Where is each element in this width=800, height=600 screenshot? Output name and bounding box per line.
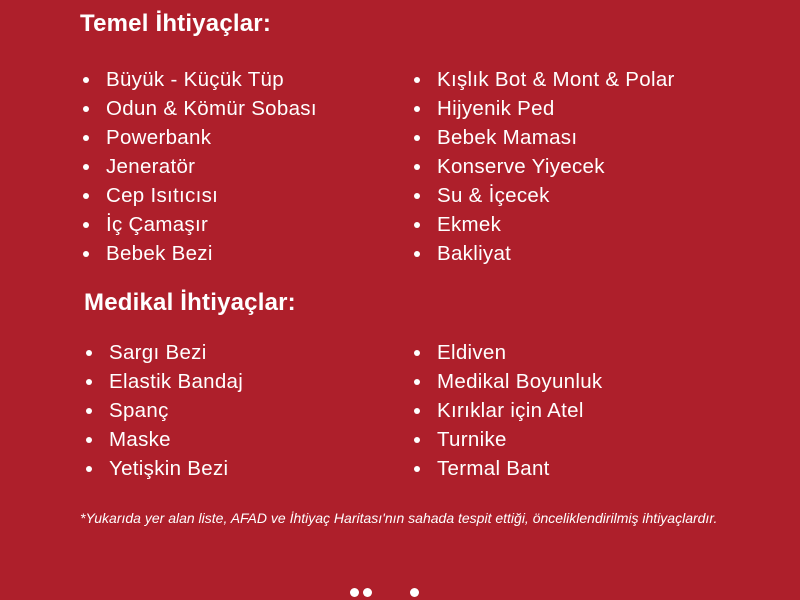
list-item: Ekmek (411, 210, 675, 239)
basic-needs-title: Temel İhtiyaçlar: (80, 10, 272, 37)
medical-needs-list-right (411, 338, 602, 483)
list-item: Odun & Kömür Sobası (80, 94, 317, 123)
list-item: Hijyenik Ped (411, 94, 675, 123)
list-item: Kırıklar için Atel (411, 396, 602, 425)
decorative-dots (350, 588, 419, 597)
list-item: Elastik Bandaj (83, 367, 243, 396)
medical-needs-list-left (83, 338, 243, 483)
list-item: Maske (83, 425, 243, 454)
dot-icon (363, 588, 372, 597)
list-item: Bakliyat (411, 239, 675, 268)
list-item: İç Çamaşır (80, 210, 317, 239)
dot-icon (410, 588, 419, 597)
list-item: Bebek Bezi (80, 239, 317, 268)
list-item: Kışlık Bot & Mont & Polar (411, 65, 675, 94)
list-item: Sargı Bezi (83, 338, 243, 367)
basic-needs-list-right (411, 65, 675, 268)
list-item: Medikal Boyunluk (411, 367, 602, 396)
list-item: Cep Isıtıcısı (80, 181, 317, 210)
list-item: Büyük - Küçük Tüp (80, 65, 317, 94)
list-item: Powerbank (80, 123, 317, 152)
list-item: Su & İçecek (411, 181, 675, 210)
list-item: Termal Bant (411, 454, 602, 483)
footnote: *Yukarıda yer alan liste, AFAD ve İhtiyaç Haritası'nın sahada tespit ettiği, önceliklendirilmiş ihtiyaçlardır. (80, 510, 718, 526)
list-item: Eldiven (411, 338, 602, 367)
basic-needs-list-left (80, 65, 317, 268)
list-item: Bebek Maması (411, 123, 675, 152)
list-item: Konserve Yiyecek (411, 152, 675, 181)
medical-needs-title: Medikal İhtiyaçlar: (84, 289, 296, 316)
list-item: Jeneratör (80, 152, 317, 181)
list-item: Turnike (411, 425, 602, 454)
list-item: Yetişkin Bezi (83, 454, 243, 483)
dot-icon (350, 588, 359, 597)
list-item: Spanç (83, 396, 243, 425)
